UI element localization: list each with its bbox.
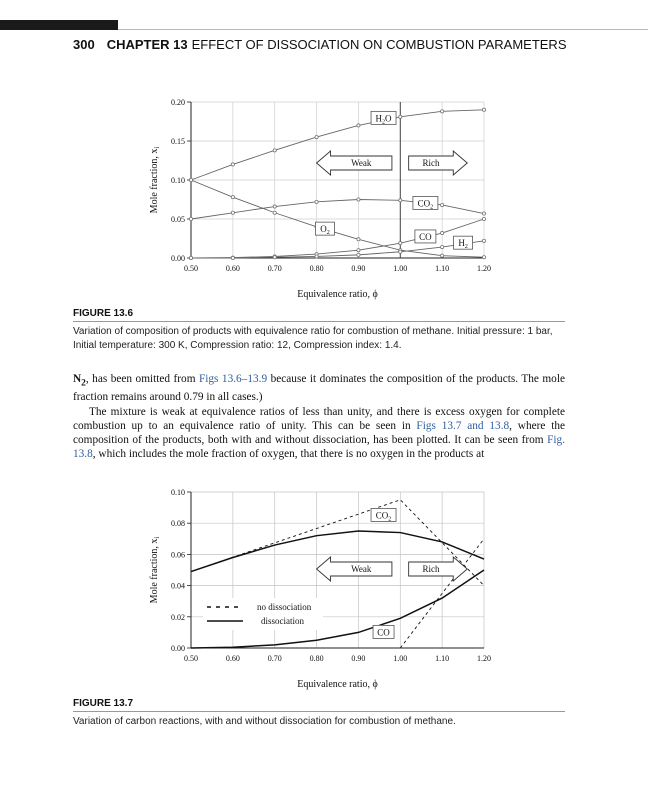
- legend-solid-label: dissociation: [261, 616, 304, 626]
- series-h2o-point: [357, 124, 360, 127]
- x-tick-label: 0.50: [184, 654, 198, 663]
- series-co2-point: [357, 198, 360, 201]
- figs-13-7-13-8-link[interactable]: Figs 13.7 and 13.8: [416, 419, 510, 432]
- series-label-h2: $H_2$: [458, 238, 468, 251]
- rich-arrow-label: Rich: [422, 158, 440, 168]
- y-tick-label: 0.02: [171, 612, 185, 622]
- paragraph-2: [73, 405, 565, 462]
- y-axis-title: Mole fraction, $x_i$: [149, 146, 161, 214]
- series-label-co2: $CO_2$: [417, 198, 434, 211]
- weak-arrow-label: Weak: [351, 564, 372, 574]
- weak-arrow-label: Weak: [351, 158, 372, 168]
- series-co2-point: [273, 205, 276, 208]
- series-h2o-point: [441, 110, 444, 113]
- y-tick-label: 0.06: [171, 550, 185, 560]
- series-co-line: [191, 219, 484, 258]
- rich-arrow-label: Rich: [422, 564, 440, 574]
- y-tick-label: 0.00: [171, 254, 185, 263]
- x-tick-label: 1.00: [393, 654, 408, 663]
- series-h2-point: [482, 239, 485, 242]
- x-tick-label: 0.70: [267, 264, 282, 273]
- x-tick-label: 0.60: [225, 654, 240, 663]
- header-rule: [118, 29, 648, 30]
- n2-symbol: N: [73, 373, 82, 385]
- figure-13-6-label: FIGURE 13.6: [73, 308, 565, 322]
- paragraph-1-text-a: , has been omitted from: [85, 373, 199, 385]
- label-co2: $CO_2$: [375, 510, 392, 523]
- x-tick-label: 1.20: [477, 654, 491, 663]
- series-co-point: [482, 217, 485, 220]
- chapter-label: CHAPTER 13: [106, 37, 188, 52]
- x-tick-label: 0.60: [225, 264, 240, 273]
- series-o2-point: [357, 238, 360, 241]
- series-h2-point: [399, 250, 402, 253]
- y-tick-label: 0.00: [171, 644, 185, 653]
- x-tick-label: 1.10: [435, 654, 450, 663]
- paragraph-2-text-c: , which includes the mole fraction of oxygen, that there is no oxygen in the products at: [92, 448, 485, 461]
- y-tick-label: 0.08: [171, 519, 185, 529]
- series-h2-point: [273, 256, 276, 259]
- series-o2-point: [441, 254, 444, 257]
- figure-13-6-chart: [0, 92, 648, 302]
- series-h2o-point: [273, 149, 276, 152]
- series-h2-point: [231, 256, 234, 259]
- x-tick-label: 1.10: [435, 264, 450, 273]
- series-h2o-point: [231, 163, 234, 166]
- paragraph-2-text-b: , where the composition of the products, both with and without dissociation, has been plotted. It can be seen from: [73, 419, 566, 447]
- y-tick-label: 0.04: [171, 581, 185, 591]
- series-o2-line: [191, 180, 484, 257]
- x-axis-title: Equivalence ratio, ϕ: [297, 679, 378, 690]
- y-tick-label: 0.15: [171, 137, 185, 146]
- fig-13-8-link[interactable]: Fig. 13.8: [73, 434, 565, 461]
- page-header: [73, 37, 567, 52]
- x-tick-label: 0.90: [351, 654, 366, 663]
- figure-13-6-caption-text: Variation of composition of products with equivalence ratio for combustion of methane. Initial pressure: 1 bar, Initial temperature: 300 K, Compression ratio: 12, Compression index: 1.4.: [73, 326, 553, 351]
- page-number: 300: [73, 37, 95, 52]
- x-tick-label: 1.20: [477, 264, 491, 273]
- figure-13-7-caption-text: Variation of carbon reactions, with and without dissociation for combustion of methane.: [73, 716, 456, 727]
- y-tick-label: 0.20: [171, 98, 185, 107]
- figure-13-6-caption: [73, 308, 565, 353]
- series-co2-point: [189, 217, 192, 220]
- series-label-h2o: $H_2O$: [375, 113, 392, 126]
- paragraph-2-text-a: The mixture is weak at equivalence ratios of less than unity, and there is excess oxygen for complete combustion up to an equivalence ratio of unity. This can be seen in: [73, 405, 565, 432]
- series-label-o2: $O_2$: [320, 224, 330, 237]
- series-co-point: [399, 242, 402, 245]
- series-h2o-point: [315, 136, 318, 139]
- x-tick-label: 0.80: [309, 654, 324, 663]
- n2-subscript: 2: [81, 378, 86, 389]
- series-o2-point: [231, 196, 234, 199]
- y-tick-label: 0.10: [171, 176, 185, 185]
- series-h2-point: [441, 245, 444, 248]
- y-axis-title: Mole fraction, $x_i$: [149, 536, 161, 604]
- header-bar: [0, 20, 118, 30]
- x-tick-label: 0.70: [267, 654, 282, 663]
- series-h2-point: [357, 253, 360, 256]
- series-o2-point: [273, 211, 276, 214]
- figs-13-6-13-9-link[interactable]: Figs 13.6–13.9: [198, 373, 268, 385]
- label-co: CO: [377, 627, 390, 638]
- y-tick-label: 0.05: [171, 215, 185, 224]
- y-tick-label: 0.10: [171, 488, 185, 497]
- series-h2-point: [315, 255, 318, 258]
- series-co2-point: [231, 211, 234, 214]
- x-tick-label: 0.80: [309, 264, 324, 273]
- figure-13-7-label: FIGURE 13.7: [73, 698, 565, 712]
- series-co2-point: [399, 199, 402, 202]
- x-tick-label: 1.00: [393, 264, 408, 273]
- series-co2-line: [191, 200, 484, 220]
- series-co2-point: [482, 212, 485, 215]
- x-tick-label: 0.90: [351, 264, 366, 273]
- series-o2-point: [189, 178, 192, 181]
- series-h2o-point: [399, 115, 402, 118]
- x-axis-title: Equivalence ratio, ϕ: [297, 289, 378, 300]
- series-o2-point: [482, 256, 485, 259]
- series-co2-point: [441, 203, 444, 206]
- figure-13-7-chart: [0, 486, 648, 696]
- legend-dashed-label: no dissociation: [257, 602, 312, 612]
- figure-13-7-caption: [73, 698, 565, 729]
- x-tick-label: 0.50: [184, 264, 198, 273]
- body-text: [73, 372, 565, 461]
- paragraph-1: [73, 372, 565, 405]
- series-co-point: [441, 231, 444, 234]
- series-h2-point: [189, 256, 192, 259]
- series-co-point: [357, 249, 360, 252]
- series-h2o-point: [482, 108, 485, 111]
- series-co2-point: [315, 200, 318, 203]
- series-label-co: CO: [419, 231, 432, 242]
- paragraph-1-text-b: because it dominates the composition of the products. The mole fraction remains around 0.79 in all cases.): [73, 373, 565, 404]
- chapter-title: EFFECT OF DISSOCIATION ON COMBUSTION PARAMETERS: [191, 37, 567, 52]
